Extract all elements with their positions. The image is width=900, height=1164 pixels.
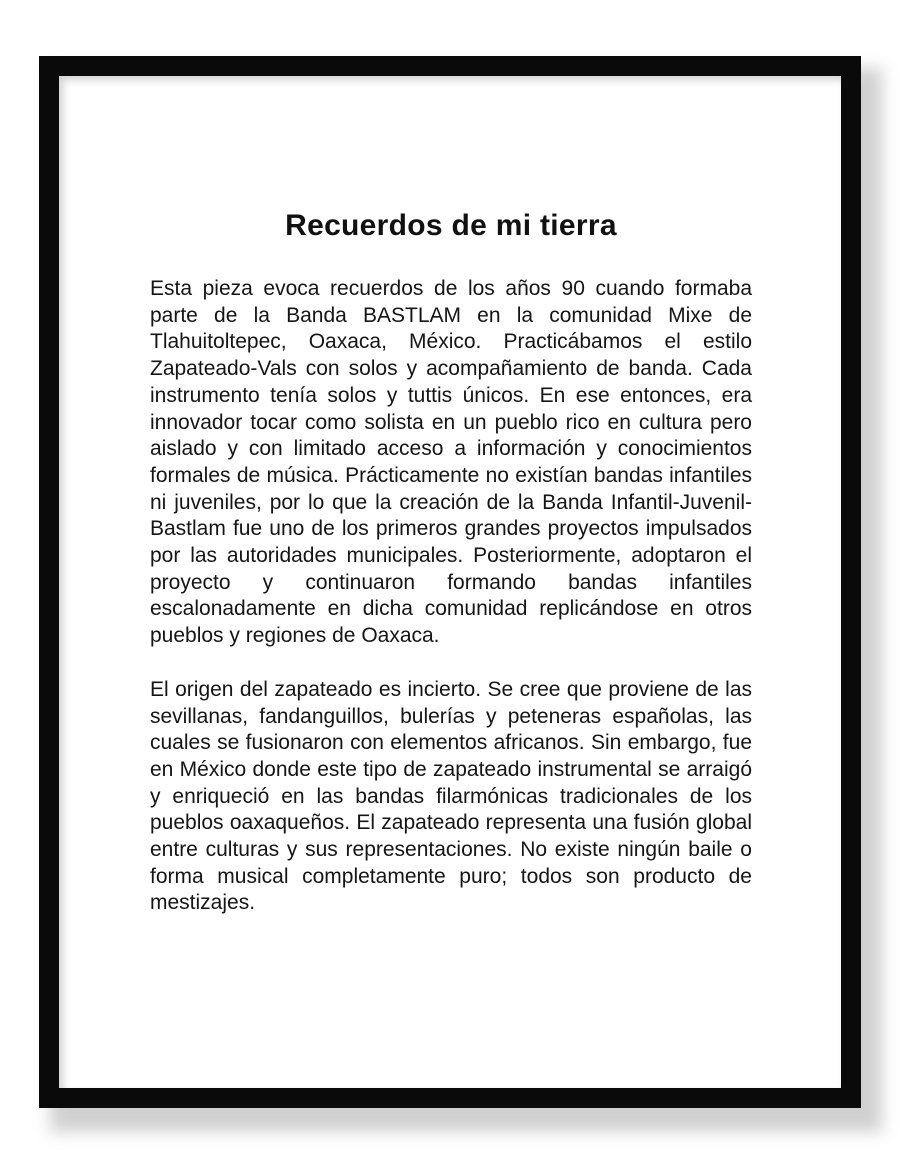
paragraph-2: El origen del zapateado es incierto. Se cree que proviene de las sevillanas, fandanguillos, bulerías y peteneras españolas, las cuales se fusionaron con elementos africanos. Sin embargo, fue en México donde este tipo de zapateado instrumental se arraigó y enriqueció en las bandas filarmónicas tradicionales de los pueblos oaxaqueños. El zapateado representa una fusión global entre culturas y sus representaciones. No existe ningún baile o forma musical completamente puro; todos son producto de mestizajes. xyxy=(150,677,752,915)
paragraph-1: Esta pieza evoca recuerdos de los años 90 cuando formaba parte de la Banda BASTLAM en la comunidad Mixe de Tlahuitoltepec, Oaxaca, México. Practicábamos el estilo Zapateado-Vals con solos y acompañamiento de banda. Cada instrumento tenía solos y tuttis únicos. En ese entonces, era innovador tocar como solista en un pueblo rico en cultura pero aislado y con limitado acceso a información y conocimientos formales de música. Prácticamente no existían bandas infantiles ni juveniles, por lo que la creación de la Banda Infantil-Juvenil-Bastlam fue uno de los primeros grandes proyectos impulsados por las autoridades municipales. Posteriormente, adoptaron el proyecto y continuaron formando bandas infantiles escalonadamente en dicha comunidad replicándose en otros pueblos y regiones de Oaxaca. xyxy=(150,277,752,648)
document-title: Recuerdos de mi tierra xyxy=(285,209,617,242)
picture-frame xyxy=(39,56,861,1108)
document-content xyxy=(150,206,752,917)
frame-mat xyxy=(59,76,841,1088)
